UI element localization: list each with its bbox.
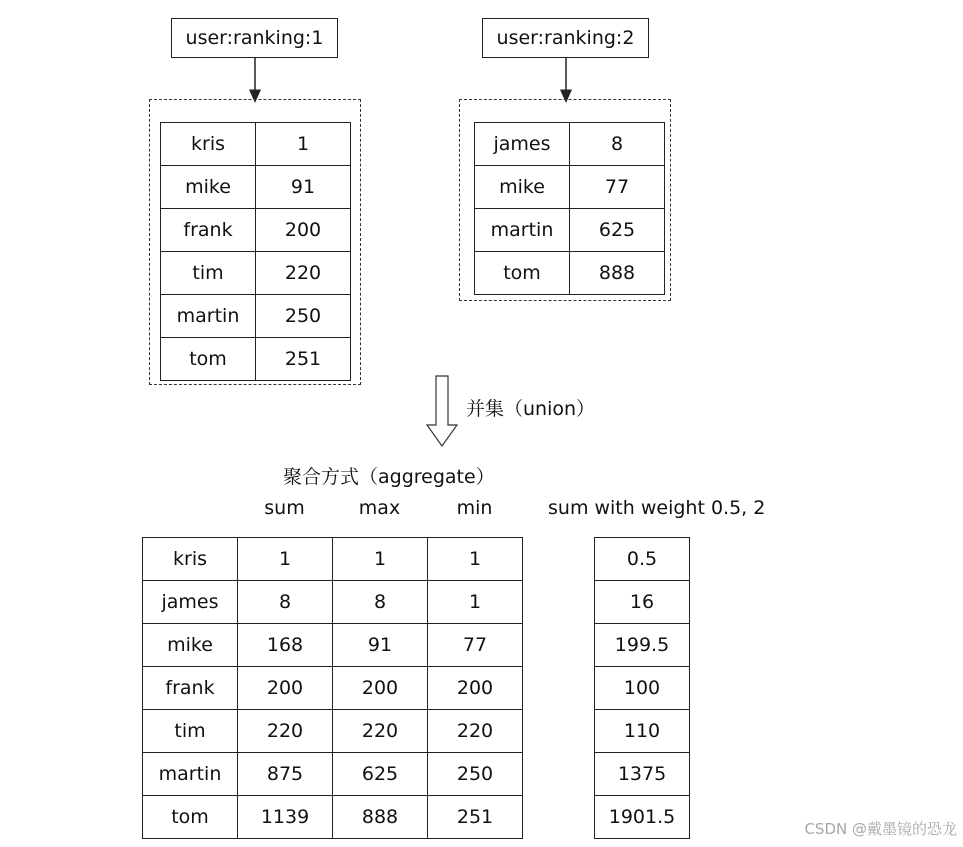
table-row xyxy=(595,538,690,581)
weighted-score-cell: 1901.5 xyxy=(595,796,690,839)
weighted-score-cell: 100 xyxy=(595,667,690,710)
score-cell: 220 xyxy=(256,252,351,295)
member-cell: martin xyxy=(161,295,256,338)
member-cell: mike xyxy=(161,166,256,209)
score-cell: 91 xyxy=(256,166,351,209)
column-header-sum: sum xyxy=(264,497,305,519)
table-row xyxy=(161,338,351,381)
score-cell: 625 xyxy=(333,753,428,796)
table-row xyxy=(595,667,690,710)
score-cell: 251 xyxy=(428,796,523,839)
table-row xyxy=(161,209,351,252)
score-cell: 200 xyxy=(333,667,428,710)
score-cell: 220 xyxy=(333,710,428,753)
score-cell: 1 xyxy=(428,538,523,581)
set1-table xyxy=(160,122,351,381)
score-cell: 251 xyxy=(256,338,351,381)
table-row xyxy=(475,166,665,209)
member-cell: tim xyxy=(161,252,256,295)
table-row xyxy=(595,624,690,667)
score-cell: 91 xyxy=(333,624,428,667)
score-cell: 1139 xyxy=(238,796,333,839)
member-cell: tom xyxy=(161,338,256,381)
table-row xyxy=(143,667,523,710)
weighted-score-cell: 199.5 xyxy=(595,624,690,667)
table-row xyxy=(161,166,351,209)
table-row xyxy=(595,710,690,753)
table-row xyxy=(595,581,690,624)
score-cell: 250 xyxy=(428,753,523,796)
score-cell: 8 xyxy=(570,123,665,166)
table-row xyxy=(475,123,665,166)
weighted-score-cell: 0.5 xyxy=(595,538,690,581)
member-cell: james xyxy=(143,581,238,624)
table-row xyxy=(143,624,523,667)
member-cell: frank xyxy=(143,667,238,710)
table-row xyxy=(143,753,523,796)
member-cell: kris xyxy=(143,538,238,581)
table-row xyxy=(595,796,690,839)
table-row xyxy=(143,710,523,753)
table-row xyxy=(161,123,351,166)
table-row xyxy=(143,796,523,839)
weighted-result-table xyxy=(594,537,690,839)
score-cell: 1 xyxy=(333,538,428,581)
member-cell: martin xyxy=(143,753,238,796)
table-row xyxy=(161,295,351,338)
score-cell: 1 xyxy=(428,581,523,624)
column-header-weighted-sum: sum with weight 0.5, 2 xyxy=(548,497,766,519)
score-cell: 888 xyxy=(570,252,665,295)
member-cell: frank xyxy=(161,209,256,252)
watermark: CSDN @戴墨镜的恐龙 xyxy=(804,820,957,838)
table-row xyxy=(143,581,523,624)
weighted-score-cell: 110 xyxy=(595,710,690,753)
union-arrow-icon xyxy=(427,376,457,446)
table-row xyxy=(475,252,665,295)
score-cell: 875 xyxy=(238,753,333,796)
table-row xyxy=(595,753,690,796)
member-cell: mike xyxy=(143,624,238,667)
member-cell: james xyxy=(475,123,570,166)
score-cell: 77 xyxy=(428,624,523,667)
table-row xyxy=(475,209,665,252)
score-cell: 888 xyxy=(333,796,428,839)
score-cell: 220 xyxy=(238,710,333,753)
union-label: 并集（union） xyxy=(466,398,596,420)
score-cell: 200 xyxy=(428,667,523,710)
score-cell: 1 xyxy=(256,123,351,166)
member-cell: tim xyxy=(143,710,238,753)
member-cell: martin xyxy=(475,209,570,252)
weighted-score-cell: 1375 xyxy=(595,753,690,796)
score-cell: 220 xyxy=(428,710,523,753)
score-cell: 8 xyxy=(333,581,428,624)
weighted-score-cell: 16 xyxy=(595,581,690,624)
key-label: user:ranking:1 xyxy=(185,27,324,49)
member-cell: mike xyxy=(475,166,570,209)
score-cell: 200 xyxy=(238,667,333,710)
member-cell: tom xyxy=(475,252,570,295)
member-cell: tom xyxy=(143,796,238,839)
score-cell: 250 xyxy=(256,295,351,338)
aggregate-result-table xyxy=(142,537,523,839)
aggregate-title: 聚合方式（aggregate） xyxy=(283,466,495,488)
column-header-min: min xyxy=(456,497,493,519)
table-row xyxy=(143,538,523,581)
score-cell: 168 xyxy=(238,624,333,667)
key-label: user:ranking:2 xyxy=(496,27,635,49)
table-row xyxy=(161,252,351,295)
score-cell: 200 xyxy=(256,209,351,252)
set2-table xyxy=(474,122,665,295)
score-cell: 1 xyxy=(238,538,333,581)
column-header-max: max xyxy=(358,497,401,519)
score-cell: 77 xyxy=(570,166,665,209)
score-cell: 625 xyxy=(570,209,665,252)
score-cell: 8 xyxy=(238,581,333,624)
member-cell: kris xyxy=(161,123,256,166)
